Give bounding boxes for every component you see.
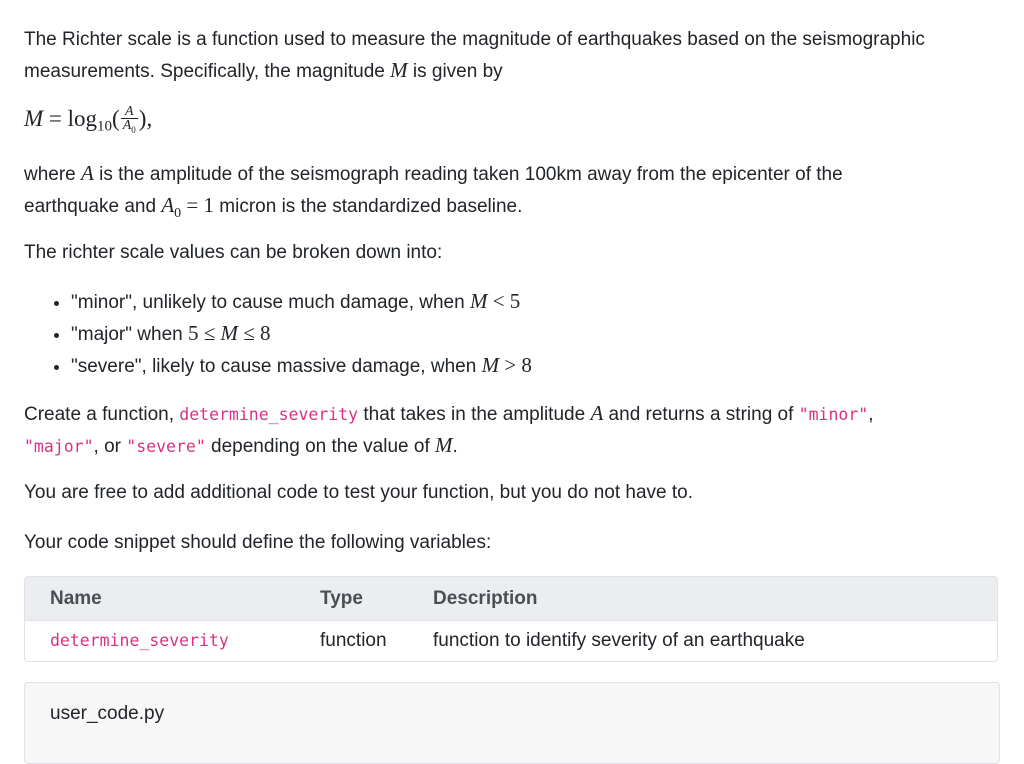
task-period: . (452, 436, 458, 457)
task-text-or: , or (93, 436, 127, 457)
intro-line-2: measurements. Specifically, the magnitude (24, 61, 391, 82)
category-text: "major" when (71, 324, 188, 345)
task-text-6: depending on the value of (205, 436, 436, 457)
formula-close-paren: ), (138, 105, 153, 131)
intro-paragraph (24, 25, 925, 87)
list-item (71, 350, 532, 382)
task-comma: , (868, 404, 874, 425)
list-item (71, 318, 532, 350)
math-var-m: M (481, 353, 500, 377)
task-text-1: Create a function, (24, 404, 180, 425)
header-description: Description (433, 577, 997, 621)
math-relation: < 5 (487, 289, 521, 313)
category-text: "severe", likely to cause massive damage, when (71, 356, 482, 377)
header-type: Type (320, 577, 433, 621)
formula-lhs: M (24, 105, 44, 131)
formula-fraction (121, 105, 138, 137)
intro-line-1: The Richter scale is a function used to measure the magnitude of earthquakes based on the seismographic (24, 29, 925, 50)
task-text-2: that takes in the amplitude (358, 404, 591, 425)
where-text-5: micron is the standardized baseline. (214, 196, 523, 217)
table-header-row (25, 577, 997, 621)
where-text-2: is the amplitude of the seismograph reading taken 100km away from the epicenter of the (93, 164, 843, 185)
function-name-code: determine_severity (179, 405, 359, 424)
fraction-denominator-var: A (122, 118, 132, 133)
math-var-m: M (469, 289, 488, 313)
task-paragraph (24, 398, 874, 462)
math-var-a: A (81, 161, 94, 185)
where-paragraph (24, 158, 843, 229)
header-name: Name (25, 577, 320, 621)
math-relation: > 8 (499, 353, 532, 377)
cell-name-code: determine_severity (50, 631, 229, 650)
define-intro: Your code snippet should define the following variables: (24, 532, 492, 553)
math-var-a0: A (161, 193, 175, 217)
task-text-3: and returns a string of (603, 404, 799, 425)
breakdown-intro: The richter scale values can be broken down into: (24, 242, 443, 263)
formula-log: = log (43, 105, 98, 131)
cell-description: function to identify severity of an earthquake (433, 630, 805, 651)
math-var-a0-sub: 0 (174, 205, 182, 221)
variables-table (24, 576, 998, 662)
math-var-a: A (590, 401, 604, 425)
richter-formula (24, 105, 152, 139)
fraction-denominator-sub: 0 (131, 124, 136, 135)
note-paragraph: You are free to add additional code to test your function, but you do not have to. (24, 482, 693, 503)
fraction-numerator: A (121, 105, 138, 119)
math-var-m: M (220, 321, 239, 345)
math-var-m: M (390, 58, 408, 82)
formula-log-base: 10 (97, 118, 113, 135)
severity-list (24, 286, 532, 382)
where-text-1: where (24, 164, 82, 185)
intro-line-2-end: is given by (407, 61, 503, 82)
table-row (25, 621, 997, 661)
list-item (71, 286, 532, 318)
cell-name (25, 621, 320, 661)
string-major-code: "major" (24, 437, 94, 456)
math-relation: ≤ 8 (238, 321, 271, 345)
category-text: "minor", unlikely to cause much damage, when (71, 292, 470, 313)
formula-open-paren: ( (112, 105, 120, 131)
fraction-denominator (121, 119, 138, 137)
string-severe-code: "severe" (126, 437, 206, 456)
math-relation-pre: 5 ≤ (187, 321, 221, 345)
math-equals-one: = 1 (181, 193, 215, 217)
math-var-m: M (435, 433, 453, 457)
string-minor-code: "minor" (798, 405, 869, 424)
where-text-3: earthquake and (24, 196, 162, 217)
code-editor-panel[interactable] (24, 682, 1000, 764)
cell-type: function (320, 630, 387, 651)
code-file-name: user_code.py (50, 703, 165, 724)
